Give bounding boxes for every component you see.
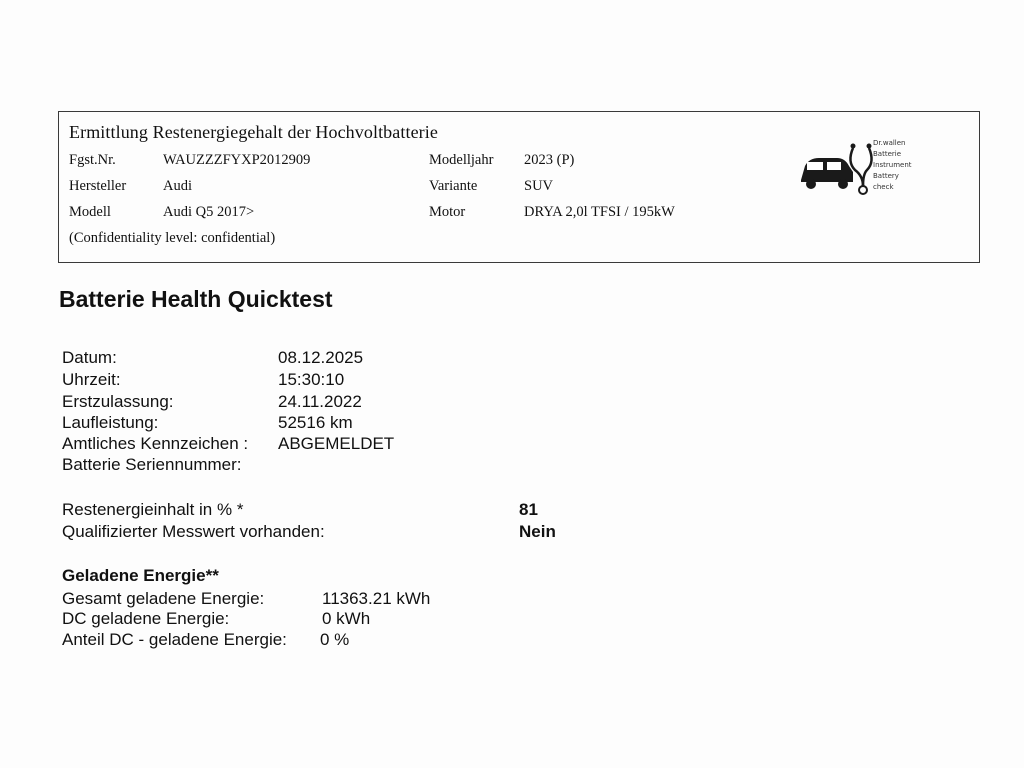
restenergie-label: Restenergieinhalt in % * bbox=[62, 500, 244, 519]
fgst-label: Fgst.Nr. bbox=[69, 152, 116, 168]
datum-label: Datum: bbox=[62, 348, 117, 367]
seriennummer-label: Batterie Seriennummer: bbox=[62, 455, 242, 474]
dc-energie-label: DC geladene Energie: bbox=[62, 609, 230, 628]
modelljahr-value: 2023 (P) bbox=[524, 152, 575, 168]
uhrzeit-value: 15:30:10 bbox=[278, 370, 345, 389]
motor-value: DRYA 2,0l TFSI / 195kW bbox=[524, 204, 675, 220]
variante-label: Variante bbox=[429, 178, 478, 194]
erstzulassung-value: 24.11.2022 bbox=[278, 392, 362, 411]
kennzeichen-value: ABGEMELDET bbox=[278, 434, 395, 453]
laufleistung-label: Laufleistung: bbox=[62, 413, 159, 432]
uhrzeit-label: Uhrzeit: bbox=[62, 370, 121, 389]
modelljahr-label: Modelljahr bbox=[429, 152, 494, 168]
variante-value: SUV bbox=[524, 178, 554, 194]
gesamt-energie-label: Gesamt geladene Energie: bbox=[62, 589, 265, 608]
restenergie-value: 81 bbox=[519, 500, 538, 519]
header-title: Ermittlung Restenergiegehalt der Hochvoltbatterie bbox=[69, 122, 438, 142]
messwert-value: Nein bbox=[519, 522, 556, 541]
logo-text: Dr.wallen Batterie Instrument Battery check bbox=[873, 139, 912, 191]
confidentiality-note: (Confidentiality level: confidential) bbox=[69, 230, 276, 246]
kennzeichen-label: Amtliches Kennzeichen : bbox=[62, 434, 249, 453]
header-box bbox=[58, 111, 980, 263]
gesamt-energie-value: 11363.21 kWh bbox=[322, 589, 431, 608]
modell-label: Modell bbox=[69, 204, 111, 220]
modell-value: Audi Q5 2017> bbox=[163, 204, 255, 220]
datum-value: 08.12.2025 bbox=[278, 348, 364, 367]
dc-energie-value: 0 kWh bbox=[322, 609, 371, 628]
anteil-dc-value: 0 % bbox=[320, 630, 350, 649]
hersteller-label: Hersteller bbox=[69, 178, 127, 194]
fgst-value: WAUZZZFYXP2012909 bbox=[163, 152, 311, 168]
hersteller-value: Audi bbox=[163, 178, 192, 194]
motor-label: Motor bbox=[429, 204, 466, 220]
energy-section-title: Geladene Energie** bbox=[62, 566, 219, 585]
erstzulassung-label: Erstzulassung: bbox=[62, 392, 174, 411]
anteil-dc-label: Anteil DC - geladene Energie: bbox=[62, 630, 287, 649]
laufleistung-value: 52516 km bbox=[278, 413, 353, 432]
messwert-label: Qualifizierter Messwert vorhanden: bbox=[62, 522, 325, 541]
page-title: Batterie Health Quicktest bbox=[59, 286, 333, 312]
